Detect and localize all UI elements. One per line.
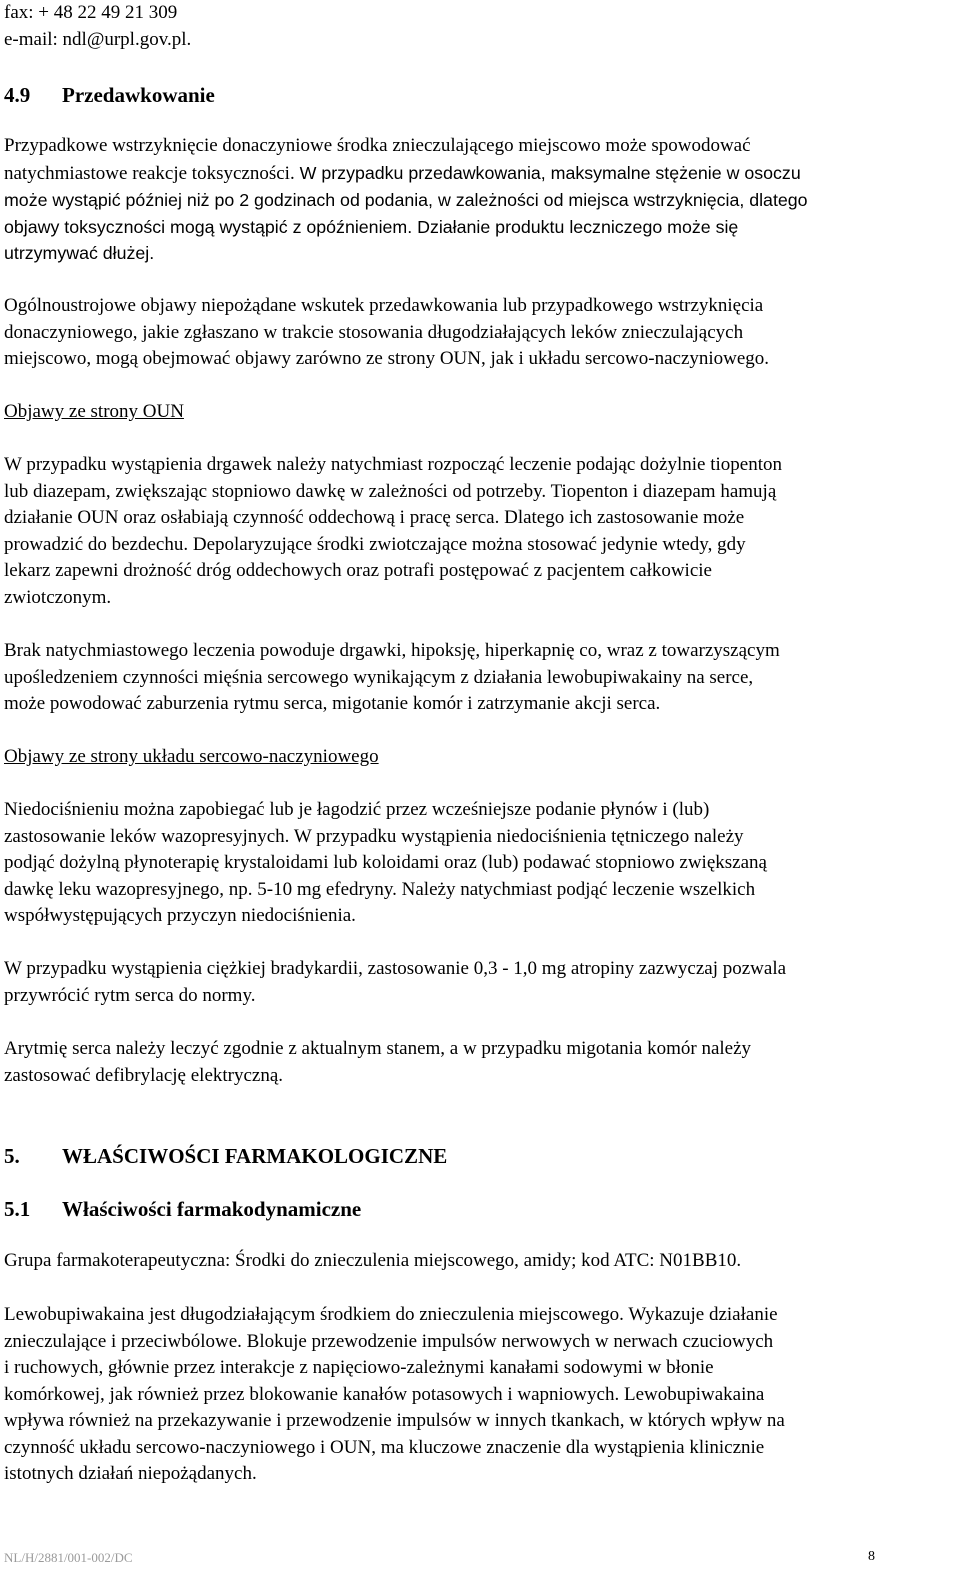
paragraph-line: istotnych działań niepożądanych. [4, 1463, 257, 1484]
paragraph-line: działanie OUN oraz osłabiają czynność oddechową i pracę serca. Dlatego ich zastosowanie może [4, 507, 745, 528]
pharmacotherapeutic-group-paragraph [4, 1248, 959, 1275]
document-code: NL/H/2881/001-002/DC [4, 1550, 133, 1565]
overdose-paragraph-1 [4, 133, 959, 267]
levobupivacaine-paragraph [4, 1302, 959, 1488]
paragraph-line: może wystąpić później niż po 2 godzinach od podania, w zależności od miejsca wstrzyknięcia, dlatego [4, 190, 808, 210]
paragraph-line: znieczulające i przeciwbólowe. Blokuje przewodzenie impulsów nerwowych w nerwach czuciowych [4, 1330, 774, 1352]
paragraph-line: lekarz zapewni drożność dróg oddechowych oraz potrafi postępować z pacjentem całkowicie [4, 560, 712, 581]
section-title: Właściwości farmakodynamiczne [62, 1197, 362, 1221]
paragraph-line: podjąć dożylną płynoterapię krystaloidami lub koloidami oraz (lub) podawać stopniowo zwiększaną [4, 852, 767, 873]
paragraph-line: Brak natychmiastowego leczenia powoduje drgawki, hipoksję, hiperkapnię co, wraz z towarzyszącym [4, 640, 780, 661]
section-5-heading [4, 1143, 447, 1169]
hypotension-paragraph [4, 797, 959, 930]
cardio-symptoms-heading: Objawy ze strony układu sercowo-naczyniowego [4, 746, 379, 767]
paragraph-line: prowadzić do bezdechu. Depolaryzujące środki zwiotczające można stosować jedynie wtedy, gdy [4, 533, 746, 555]
oun-symptoms-heading: Objawy ze strony OUN [4, 401, 184, 422]
paragraph-line: współwystępujących przyczyn niedociśnienia. [4, 905, 356, 926]
paragraph-line: objawy toksyczności mogą wystąpić z opóźnieniem. Działanie produktu leczniczego może się [4, 216, 739, 237]
section-number: 4.9 [4, 83, 31, 107]
section-number: 5.1 [4, 1197, 31, 1221]
paragraph-line: zastosować defibrylację elektryczną. [4, 1064, 284, 1086]
section-title: Przedawkowanie [62, 83, 215, 107]
bradycardia-paragraph [4, 956, 959, 1009]
paragraph-line: Arytmię serca należy leczyć zgodnie z aktualnym stanem, a w przypadku migotania komór należy [4, 1038, 752, 1059]
page-number: 8 [868, 1549, 875, 1564]
paragraph-line: W przypadku wystąpienia ciężkiej bradykardii, zastosowanie 0,3 - 1,0 mg atropiny zazwyczaj pozwala [4, 958, 787, 979]
fax-line: fax: + 48 22 49 21 309 [4, 2, 178, 23]
paragraph-line: lub diazepam, zwiększając stopniowo dawkę w zależności od potrzeby. Tiopenton i diazepam hamują [4, 480, 777, 502]
oun-paragraph [4, 452, 959, 611]
paragraph-line: i ruchowych, głównie przez interakcje z napięciowo-zależnymi kanałami sodowymi w błonie [4, 1357, 714, 1378]
paragraph-line: W przypadku wystąpienia drgawek należy natychmiast rozpocząć leczenie podając dożylnie tiopenton [4, 454, 782, 475]
paragraph-line: Lewobupiwakaina jest długodziałającym środkiem do znieczulenia miejscowego. Wykazuje działanie [4, 1304, 778, 1325]
section-4-9-heading [4, 82, 215, 108]
paragraph-line: utrzymywać dłużej. [4, 243, 155, 263]
paragraph-line: Ogólnoustrojowe objawy niepożądane wskutek przedawkowania lub przypadkowego wstrzyknięcia [4, 295, 764, 316]
paragraph-line: Niedociśnieniu można zapobiegać lub je łagodzić przez wcześniejsze podanie płynów i (lub) [4, 799, 710, 820]
paragraph-line: miejscowo, mogą obejmować objawy zarówno ze strony OUN, jak i układu sercowo-naczyniowego. [4, 348, 770, 369]
email-line: e-mail: ndl@urpl.gov.pl. [4, 29, 192, 50]
paragraph-line: donaczyniowego, jakie zgłaszano w trakcie stosowania długodziałających leków znieczulających [4, 321, 744, 343]
paragraph-line: czynność układu sercowo-naczyniowego i OUN, ma kluczowe znaczenie dla wystąpienia klinicznie [4, 1436, 765, 1458]
section-5-1-heading [4, 1196, 361, 1222]
paragraph-line: może powodować zaburzenia rytmu serca, migotanie komór i zatrzymanie akcji serca. [4, 693, 661, 714]
paragraph-line: komórkowej, jak również przez blokowanie kanałów potasowych i wapniowych. Lewobupiwakaina [4, 1383, 765, 1405]
paragraph-line: Grupa farmakoterapeutyczna: Środki do znieczulenia miejscowego, amidy; kod ATC: N01BB10. [4, 1250, 742, 1271]
overdose-paragraph-2 [4, 293, 959, 373]
paragraph-line: przywrócić rytm serca do normy. [4, 984, 256, 1006]
section-number: 5. [4, 1144, 20, 1168]
paragraph-line: wpływa również na przekazywanie i przewodzenie impulsów w innych tkankach, w których wpływ na [4, 1410, 785, 1431]
paragraph-line: upośledzeniem czynności mięśnia sercowego wynikającym z działania lewobupiwakainy na serce, [4, 666, 754, 688]
section-title: WŁAŚCIWOŚCI FARMAKOLOGICZNE [62, 1144, 448, 1168]
paragraph-line: Przypadkowe wstrzyknięcie donaczyniowe środka znieczulającego miejscowo może spowodować [4, 135, 751, 156]
paragraph-line: zwiotczonym. [4, 586, 112, 608]
paragraph-line: dawkę leku wazopresyjnego, np. 5-10 mg efedryny. Należy natychmiast podjąć leczenie wszelkich [4, 878, 756, 900]
arrhythmia-paragraph [4, 1036, 959, 1089]
paragraph-line: natychmiastowe reakcje toksyczności. W przypadku przedawkowania, maksymalne stężenie w osoczu [4, 162, 801, 184]
no-treatment-paragraph [4, 638, 959, 718]
paragraph-line: zastosowanie leków wazopresyjnych. W przypadku wystąpienia niedociśnienia tętniczego należy [4, 825, 744, 847]
